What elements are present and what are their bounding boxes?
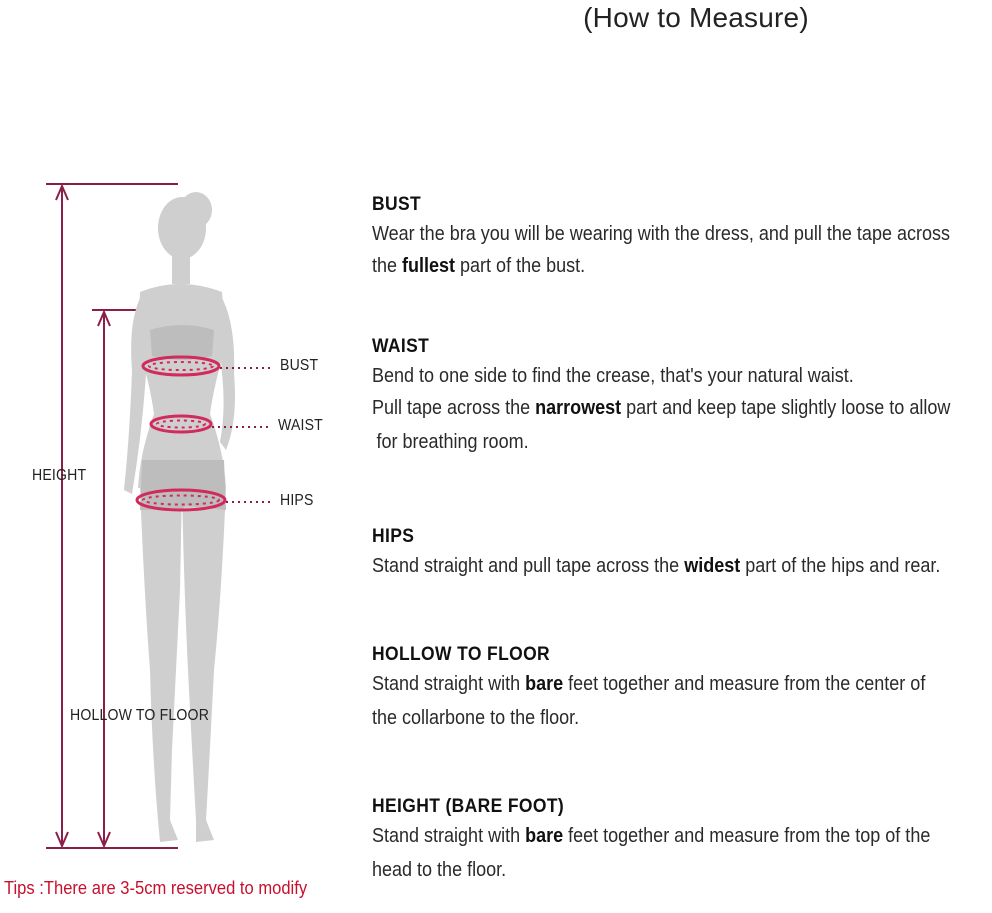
hollow-to-floor-label: HOLLOW TO FLOOR [70, 707, 210, 724]
bust-section [372, 194, 990, 284]
hips-label: HIPS [280, 492, 314, 509]
hips-heading: HIPS [372, 526, 415, 547]
bust-heading: BUST [372, 194, 422, 215]
height-label: HEIGHT [32, 467, 87, 484]
waist-line-2: Pull tape across the narrowest part and keep tape slightly loose to allow [372, 397, 951, 419]
bust-line-1: Wear the bra you will be wearing with the dress, and pull the tape across [372, 223, 950, 245]
height-section [372, 796, 990, 888]
height-line-2: head to the floor. [372, 859, 507, 881]
bold-emphasis: bare [525, 825, 564, 847]
hollow-to-floor-heading: HOLLOW TO FLOOR [372, 644, 551, 665]
bold-emphasis: widest [684, 555, 741, 577]
body-silhouette-illustration [0, 170, 360, 890]
bold-emphasis: fullest [402, 255, 456, 277]
bold-emphasis: bare [525, 673, 564, 695]
bust-line-2: the fullest part of the bust. [372, 255, 586, 277]
waist-section [372, 336, 990, 460]
measurement-figure [0, 170, 360, 890]
hollow-line-1: Stand straight with bare feet together and measure from the center of [372, 673, 926, 695]
hips-line-1: Stand straight and pull tape across the widest part of the hips and rear. [372, 555, 941, 577]
height-line-1: Stand straight with bare feet together and measure from the top of the [372, 825, 931, 847]
tips-note: Tips :There are 3-5cm reserved to modify [4, 878, 308, 898]
hips-section [372, 526, 990, 584]
waist-line-1: Bend to one side to find the crease, that's your natural waist. [372, 365, 854, 387]
height-heading: HEIGHT (BARE FOOT) [372, 796, 565, 817]
hollow-line-2: the collarbone to the floor. [372, 707, 580, 729]
page-title: (How to Measure) [583, 2, 809, 33]
waist-label: WAIST [278, 417, 323, 434]
waist-line-3: for breathing room. [376, 431, 529, 453]
body-silhouette [124, 192, 235, 842]
bust-label: BUST [280, 357, 319, 374]
hollow-to-floor-section [372, 644, 990, 736]
waist-heading: WAIST [372, 336, 430, 357]
bold-emphasis: narrowest [535, 397, 622, 419]
